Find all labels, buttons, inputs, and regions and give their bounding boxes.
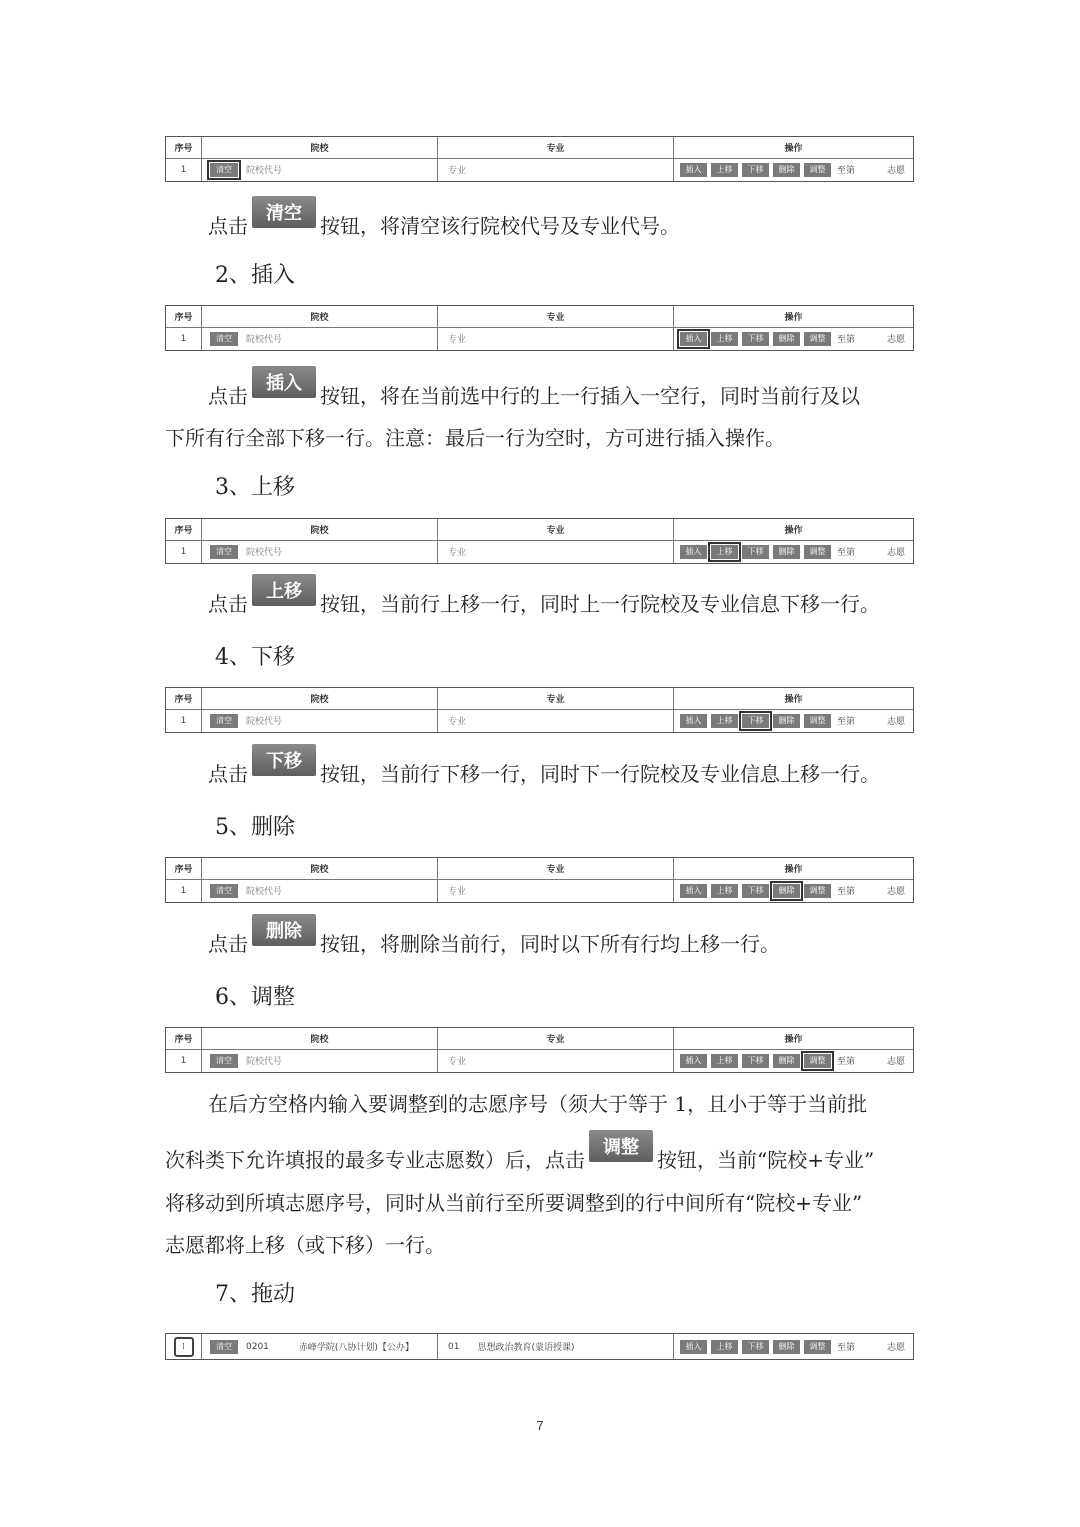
header-ops: 操作: [784, 865, 803, 875]
para-insert-2: 下所有行全部下移一行。注意：最后一行为空时，方可进行插入操作。: [165, 426, 785, 450]
move-down-button[interactable]: 下移: [742, 884, 769, 898]
major-code-input[interactable]: 专业: [448, 548, 467, 558]
para-adjust-3: 将移动到所填志愿序号，同时从当前行至所要调整到的行中间所有“院校+专业”: [165, 1191, 863, 1215]
vol-label: 志愿: [887, 166, 906, 176]
school-cell: [202, 709, 438, 732]
para-insert-a: 点击: [208, 384, 248, 408]
header-ops: 操作: [784, 526, 803, 536]
school-code-input[interactable]: 院校代号: [246, 1057, 283, 1067]
vol-label: 志愿: [887, 548, 906, 558]
major-cell: [438, 327, 674, 350]
header-school: 院校: [202, 1028, 438, 1049]
major-code-input[interactable]: 专业: [448, 335, 467, 345]
para-adjust-2: [165, 1130, 874, 1173]
para-delete: [208, 914, 780, 957]
move-up-button[interactable]: 上移: [711, 545, 738, 559]
clear-button[interactable]: 清空: [210, 714, 238, 728]
header-major: 专业: [438, 1028, 674, 1049]
delete-button[interactable]: 删除: [773, 1340, 800, 1354]
ops-cell: [674, 879, 913, 902]
delete-button[interactable]: 删除: [773, 714, 800, 728]
para-clear: [208, 196, 680, 239]
to-label: 至第: [837, 166, 856, 176]
vol-label: 志愿: [887, 335, 906, 345]
header-seq: 序号: [166, 306, 202, 327]
heading-insert: 2、插入: [215, 263, 295, 288]
header-school: 院校: [202, 306, 438, 327]
ops-cell: [674, 327, 913, 350]
adjust-button[interactable]: 调整: [804, 1340, 831, 1354]
page-number: 7: [536, 1418, 544, 1433]
school-cell: [202, 879, 438, 902]
adjust-button[interactable]: 调整: [804, 714, 831, 728]
row-seq: 1: [166, 709, 202, 732]
clear-button[interactable]: 清空: [210, 545, 238, 559]
header-major: 专业: [438, 519, 674, 540]
para-move-down-b: 按钮，当前行下移一行，同时下一行院校及专业信息上移一行。: [320, 762, 880, 786]
para-insert-b: 按钮，将在当前选中行的上一行插入一空行，同时当前行及以: [320, 384, 860, 408]
header-school: 院校: [202, 519, 438, 540]
table-header: [166, 137, 913, 159]
to-label: 至第: [837, 887, 856, 897]
clear-button[interactable]: 清空: [210, 884, 238, 898]
mock-table-move-down: [165, 687, 914, 733]
school-code-input[interactable]: 院校代号: [246, 335, 283, 345]
para-insert-1: [208, 366, 860, 409]
header-ops: 操作: [784, 695, 803, 705]
ops-cell: [674, 709, 913, 732]
adjust-button[interactable]: 调整: [804, 163, 831, 177]
para-move-up-a: 点击: [208, 592, 248, 616]
move-up-button[interactable]: 上移: [711, 163, 738, 177]
insert-button[interactable]: 插入: [680, 545, 707, 559]
table-row: [166, 879, 913, 902]
major-name-value: 思想政治教育(蒙语授课): [477, 1343, 575, 1353]
drag-handle-icon[interactable]: ⁞: [174, 1337, 194, 1357]
school-code-input[interactable]: 院校代号: [246, 548, 283, 558]
move-down-button[interactable]: 下移: [742, 1340, 769, 1354]
header-seq: 序号: [166, 1028, 202, 1049]
major-cell: [438, 879, 674, 902]
insert-button[interactable]: 插入: [680, 714, 707, 728]
move-up-button[interactable]: 上移: [711, 1054, 738, 1068]
delete-button[interactable]: 删除: [773, 884, 800, 898]
table-header: [166, 519, 913, 541]
to-label: 至第: [837, 1343, 856, 1353]
major-code-input[interactable]: 专业: [448, 717, 467, 727]
move-down-button-illustration: 下移: [252, 744, 316, 776]
to-label: 至第: [837, 1057, 856, 1067]
major-cell: [438, 709, 674, 732]
move-down-button[interactable]: 下移: [742, 163, 769, 177]
delete-button[interactable]: 删除: [773, 163, 800, 177]
ops-cell: [674, 1049, 913, 1072]
school-cell: [202, 1334, 438, 1359]
table-header: [166, 1028, 913, 1050]
para-move-up: [208, 574, 880, 617]
adjust-button-illustration: 调整: [589, 1130, 653, 1162]
table-row: [166, 709, 913, 732]
to-label: 至第: [837, 548, 856, 558]
insert-button[interactable]: 插入: [680, 163, 707, 177]
row-seq: 1: [166, 1049, 202, 1072]
move-up-button[interactable]: 上移: [711, 332, 738, 346]
header-ops: 操作: [784, 144, 803, 154]
heading-delete: 5、删除: [215, 815, 295, 840]
clear-button[interactable]: 清空: [210, 1340, 238, 1354]
move-down-button[interactable]: 下移: [742, 332, 769, 346]
para-adjust-4: 志愿都将上移（或下移）一行。: [165, 1233, 445, 1257]
para-adjust-1: 在后方空格内输入要调整到的志愿序号（须大于等于 1，且小于等于当前批: [208, 1092, 868, 1116]
vol-label: 志愿: [887, 1057, 906, 1067]
mock-table-delete: [165, 857, 914, 903]
drag-cell: [166, 1334, 202, 1359]
para-adjust-2a: 次科类下允许填报的最多专业志愿数）后，点击: [165, 1148, 585, 1172]
heading-drag: 7、拖动: [215, 1282, 295, 1307]
table-row: [166, 327, 913, 350]
to-label: 至第: [837, 335, 856, 345]
clear-button-illustration: 清空: [252, 196, 316, 228]
table-row: [166, 540, 913, 563]
school-code-input[interactable]: 院校代号: [246, 887, 283, 897]
major-cell: [438, 158, 674, 181]
major-code-value[interactable]: 01: [448, 1341, 460, 1352]
to-label: 至第: [837, 717, 856, 727]
table-row: [166, 1334, 913, 1359]
header-school: 院校: [202, 858, 438, 879]
vol-label: 志愿: [887, 887, 906, 897]
header-ops: 操作: [784, 313, 803, 323]
heading-adjust: 6、调整: [215, 985, 295, 1010]
table-header: [166, 688, 913, 710]
ops-cell: [674, 158, 913, 181]
clear-button[interactable]: 清空: [210, 163, 238, 177]
major-cell: [438, 1334, 674, 1359]
adjust-button[interactable]: 调整: [804, 332, 831, 346]
major-code-input[interactable]: 专业: [448, 1057, 467, 1067]
delete-button[interactable]: 删除: [773, 332, 800, 346]
heading-move-up: 3、上移: [215, 475, 295, 500]
header-school: 院校: [202, 137, 438, 158]
delete-button[interactable]: 删除: [773, 1054, 800, 1068]
major-code-input[interactable]: 专业: [448, 887, 467, 897]
school-name-value: 赤峰学院(八协计划)【公办】: [298, 1343, 414, 1353]
move-up-button-illustration: 上移: [252, 574, 316, 606]
move-down-button[interactable]: 下移: [742, 1054, 769, 1068]
major-code-input[interactable]: 专业: [448, 166, 467, 176]
insert-button[interactable]: 插入: [680, 1054, 707, 1068]
header-major: 专业: [438, 306, 674, 327]
insert-button-illustration: 插入: [252, 366, 316, 398]
move-down-button[interactable]: 下移: [742, 545, 769, 559]
move-down-button[interactable]: 下移: [742, 714, 769, 728]
school-cell: [202, 327, 438, 350]
delete-button-illustration: 删除: [252, 914, 316, 946]
adjust-button[interactable]: 调整: [804, 884, 831, 898]
para-clear-a: 点击: [208, 214, 248, 238]
major-cell: [438, 1049, 674, 1072]
header-seq: 序号: [166, 519, 202, 540]
header-major: 专业: [438, 858, 674, 879]
insert-button[interactable]: 插入: [680, 1340, 707, 1354]
vol-label: 志愿: [887, 717, 906, 727]
table-header: [166, 306, 913, 328]
clear-button[interactable]: 清空: [210, 1054, 238, 1068]
insert-button[interactable]: 插入: [680, 884, 707, 898]
row-seq: 1: [166, 879, 202, 902]
school-cell: [202, 1049, 438, 1072]
delete-button[interactable]: 删除: [773, 545, 800, 559]
para-move-down-a: 点击: [208, 762, 248, 786]
move-up-button[interactable]: 上移: [711, 884, 738, 898]
vol-label: 志愿: [887, 1343, 906, 1353]
school-cell: [202, 158, 438, 181]
move-up-button[interactable]: 上移: [711, 714, 738, 728]
school-code-value[interactable]: 0201: [246, 1341, 269, 1352]
adjust-button[interactable]: 调整: [804, 1054, 831, 1068]
mock-table-adjust: [165, 1027, 914, 1073]
clear-button[interactable]: 清空: [210, 332, 238, 346]
ops-cell: [674, 540, 913, 563]
insert-button[interactable]: 插入: [680, 332, 707, 346]
table-row: [166, 158, 913, 181]
para-delete-b: 按钮，将删除当前行，同时以下所有行均上移一行。: [320, 932, 780, 956]
major-cell: [438, 540, 674, 563]
ops-cell: [674, 1334, 913, 1359]
header-seq: 序号: [166, 137, 202, 158]
para-delete-a: 点击: [208, 932, 248, 956]
para-clear-b: 按钮，将清空该行院校代号及专业代号。: [320, 214, 680, 238]
row-seq: 1: [166, 158, 202, 181]
mock-table-clear: [165, 136, 914, 182]
move-up-button[interactable]: 上移: [711, 1340, 738, 1354]
para-adjust-2b: 按钮，当前“院校+专业”: [657, 1148, 875, 1172]
adjust-button[interactable]: 调整: [804, 545, 831, 559]
mock-table-insert: [165, 305, 914, 351]
mock-drag-row: [165, 1333, 914, 1360]
header-seq: 序号: [166, 858, 202, 879]
table-header: [166, 858, 913, 880]
header-major: 专业: [438, 137, 674, 158]
header-major: 专业: [438, 688, 674, 709]
school-cell: [202, 540, 438, 563]
school-code-input[interactable]: 院校代号: [246, 717, 283, 727]
para-move-down: [208, 744, 880, 787]
para-move-up-b: 按钮，当前行上移一行，同时上一行院校及专业信息下移一行。: [320, 592, 880, 616]
heading-move-down: 4、下移: [215, 645, 295, 670]
header-seq: 序号: [166, 688, 202, 709]
header-school: 院校: [202, 688, 438, 709]
mock-table-move-up: [165, 518, 914, 564]
row-seq: 1: [166, 327, 202, 350]
school-code-input[interactable]: 院校代号: [246, 166, 283, 176]
header-ops: 操作: [784, 1035, 803, 1045]
table-row: [166, 1049, 913, 1072]
row-seq: 1: [166, 540, 202, 563]
